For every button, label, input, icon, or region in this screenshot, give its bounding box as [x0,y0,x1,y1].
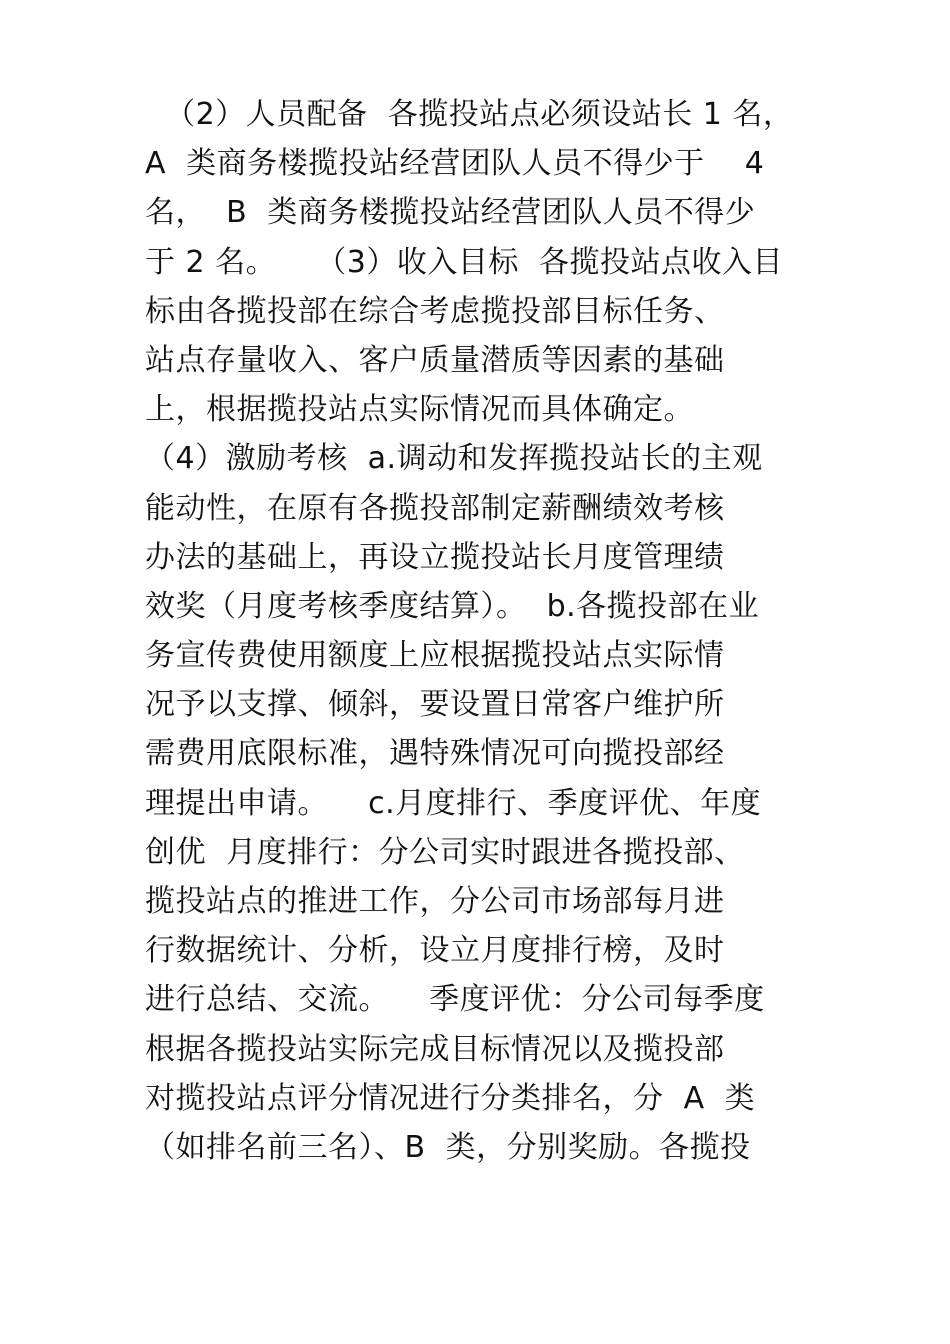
text-line: 能动性，在原有各揽投部制定薪酬绩效考核 [145,490,725,526]
text-line: 理提出申请。 c.月度排行、季度评优、年度 [145,785,762,821]
text-line: A 类商务楼揽投站经营团队人员不得少于 4 [145,146,765,182]
text-line: 站点存量收入、客户质量潜质等因素的基础 [145,342,725,378]
text-line: 上，根据揽投站点实际情况而具体确定。 [145,392,694,428]
text-line: 进行总结、交流。 季度评优：分公司每季度 [145,982,765,1018]
text-line: （4）激励考核 a.调动和发挥揽投站长的主观 [145,441,763,477]
text-line: （如排名前三名）、B 类，分别奖励。各揽投 [145,1129,751,1165]
text-line: 名， B 类商务楼揽投站经营团队人员不得少 [145,195,756,231]
text-line: 行数据统计、分析，设立月度排行榜，及时 [145,933,725,969]
body-text [145,90,835,1172]
text-line: 根据各揽投站实际完成目标情况以及揽投部 [145,1031,725,1067]
text-line: 况予以支撑、倾斜，要设置日常客户维护所 [145,687,725,723]
text-line: 对揽投站点评分情况进行分类排名，分 A 类 [145,1080,756,1116]
text-line: 效奖（月度考核季度结算）。 b.各揽投部在业 [145,588,760,624]
text-line: 标由各揽投部在综合考虑揽投部目标任务、 [145,293,725,329]
text-line: 创优 月度排行：分公司实时跟进各揽投部、 [145,834,745,870]
text-line: （2）人员配备 各揽投站点必须设站长 1 名， [145,97,794,132]
text-line: 办法的基础上，再设立揽投站长月度管理绩 [145,539,725,575]
text-line: 于 2 名。 （3）收入目标 各揽投站点收入目 [145,244,783,280]
text-line: 务宣传费使用额度上应根据揽投站点实际情 [145,638,725,674]
text-line: 揽投站点的推进工作，分公司市场部每月进 [145,884,725,919]
text-line: 需费用底限标准，遇特殊情况可向揽投部经 [145,736,725,772]
